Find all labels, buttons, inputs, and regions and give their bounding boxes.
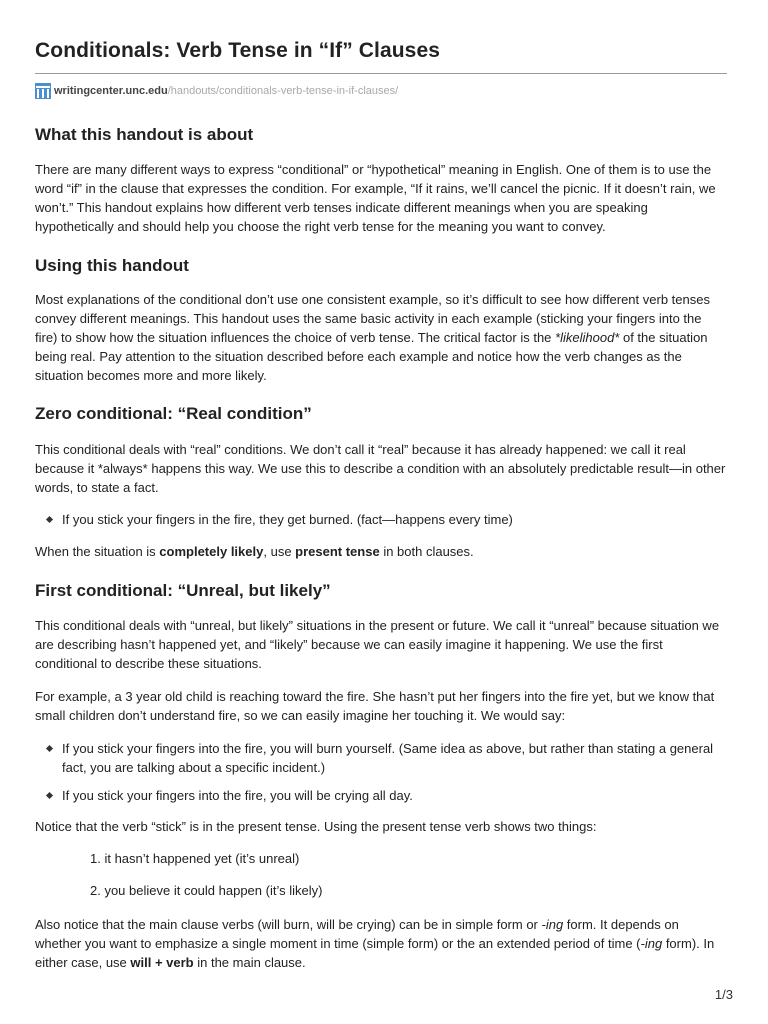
section-heading-first: First conditional: “Unreal, but likely” bbox=[35, 581, 331, 600]
first-numbered-list bbox=[90, 849, 322, 913]
zero-summary: When the situation is completely likely, use present tense in both clauses. bbox=[35, 544, 474, 559]
first-paragraph-1: This conditional deals with “unreal, but likely” situations in the present or future. We call it “unreal” because situation we are describing hasn’t happened yet, and “likely” because we can easily imagine it happening. We use the first conditional to describe these situations. bbox=[35, 618, 720, 671]
source-path[interactable]: /handouts/conditionals-verb-tense-in-if-clauses/ bbox=[167, 85, 399, 97]
section-heading-using: Using this handout bbox=[35, 256, 189, 275]
about-paragraph: There are many different ways to express “conditional” or “hypothetical” meaning in English. One of them is to use the word “if” in the clause that expresses the condition. For example, “If it rains, we’ll cancel the picnic. If it doesn’t rain, we won’t.” This handout explains how different verb tenses indicate different meanings when you are speaking hypothetically and should help you choose the right verb tense for the meaning you want to convey. bbox=[35, 162, 716, 234]
source-link[interactable] bbox=[35, 83, 398, 99]
first-paragraph-2: For example, a 3 year old child is reaching toward the fire. She hasn’t put her fingers into the fire yet, but we know that small children don’t understand fire, so we can easily imagine her touching it. We would say: bbox=[35, 689, 715, 723]
section-heading-about: What this handout is about bbox=[35, 125, 254, 144]
page-title: Conditionals: Verb Tense in “If” Clauses bbox=[35, 39, 441, 62]
page-number: 1/3 bbox=[714, 987, 733, 1002]
list-item: If you stick your fingers in the fire, they get burned. (fact—happens every time) bbox=[35, 510, 727, 529]
list-item: 1. it hasn’t happened yet (it’s unreal) bbox=[90, 851, 300, 866]
first-bullet-list bbox=[35, 739, 727, 814]
list-item: 2. you believe it could happen (it’s likely) bbox=[90, 883, 323, 898]
source-domain[interactable]: writingcenter.unc.edu bbox=[54, 85, 168, 97]
zero-bullet-list bbox=[35, 510, 727, 538]
first-notice: Notice that the verb “stick” is in the present tense. Using the present tense verb shows two things: bbox=[35, 819, 597, 834]
list-item: If you stick your fingers into the fire, you will burn yourself. (Same idea as above, but rather than stating a general fact, you are talking about a specific incident.) bbox=[35, 739, 727, 777]
unc-logo-icon bbox=[35, 83, 51, 99]
title-divider bbox=[35, 73, 727, 74]
first-also-paragraph: Also notice that the main clause verbs (will burn, will be crying) can be in simple form or -ing form. It depends on whether you want to emphasize a single moment in time (simple form) or the an extended period of time (-ing form). In either case, use will + verb in the main clause. bbox=[35, 917, 715, 970]
using-paragraph: Most explanations of the conditional don’t use one consistent example, so it’s difficult to see how different verb tenses convey different meanings. This handout uses the same basic activity in each example (sticking your fingers into the fire) to show how the situation influences the choice of verb tense. The critical factor is the *likelihood* of the situation being real. Pay attention to the situation described before each example and notice how the verb changes as the situation becomes more and more likely. bbox=[35, 292, 710, 383]
section-heading-zero: Zero conditional: “Real condition” bbox=[35, 404, 312, 423]
zero-paragraph: This conditional deals with “real” conditions. We don’t call it “real” because it has already happened: we call it real because it *always* happens this way. We use this to describe a condition with an absolutely predictable result—in other words, to state a fact. bbox=[35, 442, 726, 495]
list-item: If you stick your fingers into the fire, you will be crying all day. bbox=[35, 786, 727, 805]
